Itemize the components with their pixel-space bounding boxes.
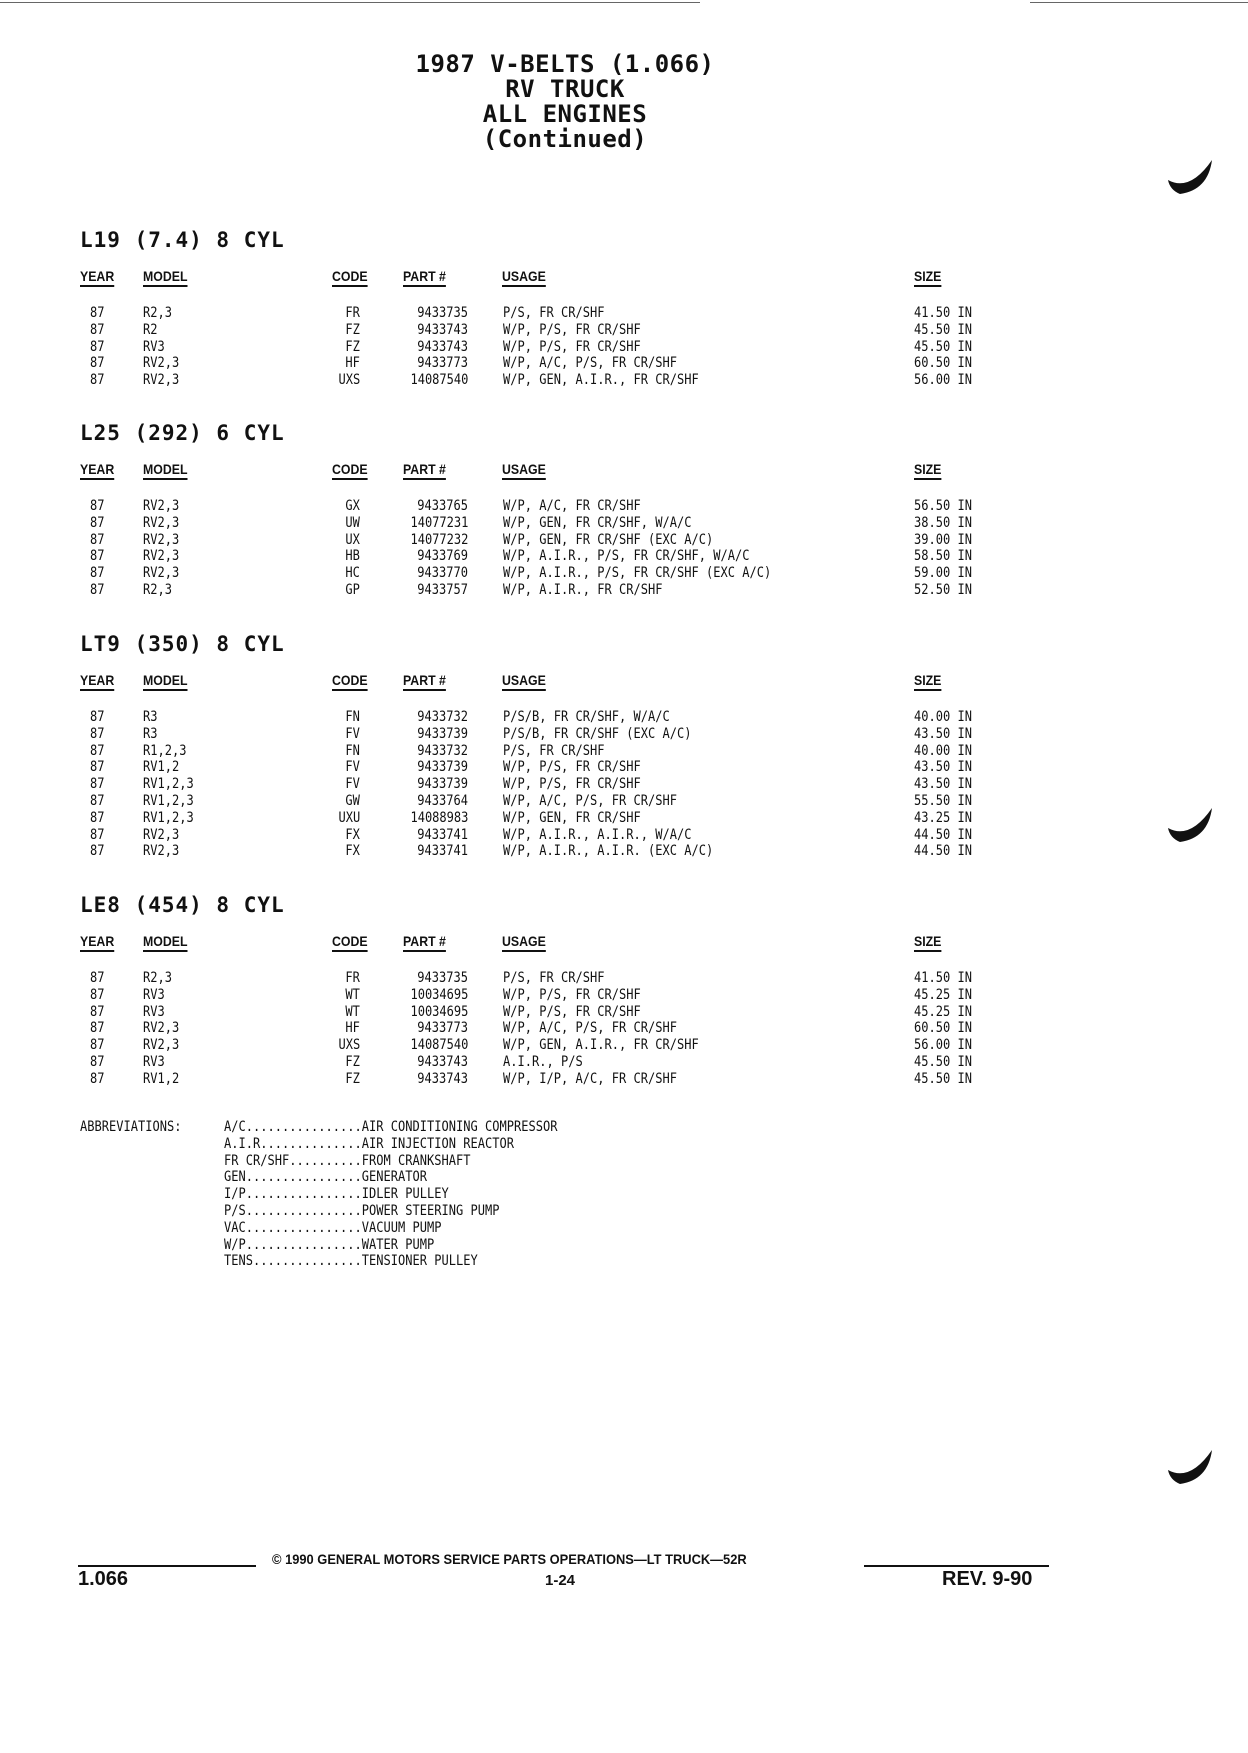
model-cell: RV2,3	[143, 826, 180, 843]
table-row	[0, 498, 1248, 515]
size-cell: 43.50 IN	[914, 776, 972, 793]
abbreviation-entry: A.I.R..............AIR INJECTION REACTOR	[224, 1135, 514, 1152]
usage-header: USAGE	[502, 461, 546, 477]
part-cell: 9433732	[417, 709, 468, 725]
engine-section-title: L25 (292) 6 CYL	[80, 421, 285, 445]
code-cell: UX	[345, 531, 360, 548]
usage-cell: W/P, P/S, FR CR/SHF	[503, 321, 641, 338]
size-cell: 45.50 IN	[914, 338, 972, 355]
code-cell: HC	[345, 565, 360, 582]
part-cell: 9433735	[417, 970, 468, 986]
part-cell: 9433743	[417, 1070, 468, 1087]
model-cell: RV3	[143, 1054, 165, 1070]
model-cell: RV2,3	[143, 355, 180, 372]
code-cell: FR	[345, 305, 360, 321]
model-cell: RV2,3	[143, 514, 180, 531]
binder-hole-mark	[1160, 1440, 1220, 1490]
model-header: MODEL	[143, 461, 188, 477]
model-cell: RV2,3	[143, 843, 180, 860]
table-row	[0, 1037, 1248, 1054]
year-cell: 87	[90, 826, 105, 843]
part-cell: 14087540	[410, 372, 468, 389]
usage-cell: W/P, I/P, A/C, FR CR/SHF	[503, 1070, 677, 1087]
code-header: CODE	[332, 268, 368, 284]
size-cell: 40.00 IN	[914, 709, 972, 725]
usage-cell: P/S, FR CR/SHF	[503, 970, 605, 986]
year-cell: 87	[90, 1037, 105, 1054]
model-cell: RV2,3	[143, 565, 180, 582]
part-cell: 9433757	[417, 582, 468, 598]
usage-cell: W/P, P/S, FR CR/SHF	[503, 986, 641, 1003]
size-cell: 43.50 IN	[914, 759, 972, 776]
year-cell: 87	[90, 531, 105, 548]
table-row	[0, 970, 1248, 987]
size-cell: 45.25 IN	[914, 1003, 972, 1020]
part-cell: 9433773	[417, 355, 468, 372]
year-cell: 87	[90, 321, 105, 338]
table-row	[0, 355, 1248, 372]
usage-cell: W/P, A.I.R., A.I.R. (EXC A/C)	[503, 843, 714, 860]
table-row	[0, 1020, 1248, 1037]
part-cell: 9433732	[417, 742, 468, 759]
code-cell: FN	[345, 709, 360, 725]
usage-cell: W/P, P/S, FR CR/SHF	[503, 338, 641, 355]
part-cell: 9433769	[417, 548, 468, 565]
size-cell: 38.50 IN	[914, 514, 972, 531]
model-cell: R3	[143, 725, 158, 742]
code-cell: FR	[345, 970, 360, 986]
size-header: SIZE	[914, 672, 942, 688]
code-cell: FV	[345, 725, 360, 742]
binder-hole-mark	[1160, 798, 1220, 848]
usage-cell: P/S, FR CR/SHF	[503, 305, 605, 321]
table-row	[0, 339, 1248, 356]
footer-page-number: 1-24	[545, 1572, 576, 1589]
usage-header: USAGE	[502, 268, 546, 284]
size-cell: 45.25 IN	[914, 986, 972, 1003]
engine-section-title: LT9 (350) 8 CYL	[80, 632, 285, 656]
size-cell: 56.00 IN	[914, 1037, 972, 1054]
size-cell: 41.50 IN	[914, 305, 972, 321]
size-header: SIZE	[914, 268, 942, 284]
size-cell: 41.50 IN	[914, 970, 972, 986]
abbreviation-entry: I/P................IDLER PULLEY	[224, 1186, 449, 1203]
abbreviation-entry: FR CR/SHF..........FROM CRANKSHAFT	[224, 1152, 471, 1169]
year-cell: 87	[90, 970, 105, 986]
year-cell: 87	[90, 793, 105, 809]
model-cell: R3	[143, 709, 158, 725]
table-row	[0, 515, 1248, 532]
year-cell: 87	[90, 742, 105, 759]
model-cell: RV2,3	[143, 1020, 180, 1037]
table-row	[0, 532, 1248, 549]
footer-section-number: 1.066	[78, 1568, 129, 1590]
binder-hole-mark	[1160, 150, 1220, 200]
page-title	[0, 52, 1130, 152]
code-cell: GX	[345, 498, 360, 514]
code-cell: HB	[345, 548, 360, 565]
usage-cell: W/P, A/C, P/S, FR CR/SHF	[503, 793, 677, 809]
footer-copyright: © 1990 GENERAL MOTORS SERVICE PARTS OPERATIONS—LT TRUCK—52R	[272, 1551, 747, 1567]
abbreviation-entry: VAC................VACUUM PUMP	[224, 1219, 442, 1236]
table-row	[0, 843, 1248, 860]
model-cell: RV1,2	[143, 759, 180, 776]
usage-cell: W/P, A/C, FR CR/SHF	[503, 498, 641, 514]
part-header: PART #	[403, 933, 446, 949]
table-row	[0, 322, 1248, 339]
abbreviation-entry: TENS...............TENSIONER PULLEY	[224, 1253, 478, 1270]
usage-cell: A.I.R., P/S	[503, 1054, 583, 1070]
code-cell: UXS	[338, 372, 360, 389]
usage-cell: W/P, GEN, FR CR/SHF	[503, 809, 641, 826]
model-cell: RV2,3	[143, 498, 180, 514]
year-header: YEAR	[80, 461, 115, 477]
table-row	[0, 987, 1248, 1004]
usage-header: USAGE	[502, 672, 546, 688]
usage-cell: W/P, P/S, FR CR/SHF	[503, 759, 641, 776]
model-header: MODEL	[143, 672, 188, 688]
abbreviation-entry: GEN................GENERATOR	[224, 1169, 427, 1186]
code-header: CODE	[332, 933, 368, 949]
size-cell: 44.50 IN	[914, 826, 972, 843]
table-row	[0, 1071, 1248, 1088]
usage-cell: W/P, A/C, P/S, FR CR/SHF	[503, 1020, 677, 1037]
year-cell: 87	[90, 759, 105, 776]
size-cell: 60.50 IN	[914, 1020, 972, 1037]
part-cell: 9433739	[417, 725, 468, 742]
code-cell: GP	[345, 582, 360, 598]
size-cell: 58.50 IN	[914, 548, 972, 565]
title-line: 1987 V-BELTS (1.066)	[415, 50, 715, 78]
usage-cell: W/P, GEN, A.I.R., FR CR/SHF	[503, 372, 699, 389]
usage-cell: W/P, A/C, P/S, FR CR/SHF	[503, 355, 677, 372]
year-cell: 87	[90, 1003, 105, 1020]
usage-cell: W/P, P/S, FR CR/SHF	[503, 1003, 641, 1020]
abbreviations-label: ABBREVIATIONS:	[80, 1119, 182, 1135]
part-cell: 10034695	[410, 986, 468, 1003]
year-cell: 87	[90, 305, 105, 321]
part-cell: 9433743	[417, 1054, 468, 1070]
year-cell: 87	[90, 514, 105, 531]
size-cell: 39.00 IN	[914, 531, 972, 548]
usage-cell: W/P, GEN, FR CR/SHF (EXC A/C)	[503, 531, 714, 548]
part-cell: 9433765	[417, 498, 468, 514]
year-cell: 87	[90, 582, 105, 598]
size-cell: 45.50 IN	[914, 321, 972, 338]
year-header: YEAR	[80, 268, 115, 284]
model-cell: RV3	[143, 1003, 165, 1020]
year-cell: 87	[90, 355, 105, 372]
table-row	[0, 709, 1248, 726]
model-header: MODEL	[143, 268, 188, 284]
table-row	[0, 582, 1248, 599]
year-header: YEAR	[80, 672, 115, 688]
part-cell: 14088983	[410, 809, 468, 826]
table-row	[0, 743, 1248, 760]
usage-cell: W/P, GEN, FR CR/SHF, W/A/C	[503, 514, 692, 531]
code-header: CODE	[332, 461, 368, 477]
year-cell: 87	[90, 1070, 105, 1087]
usage-cell: W/P, A.I.R., FR CR/SHF	[503, 582, 663, 598]
table-row	[0, 565, 1248, 582]
model-cell: RV1,2,3	[143, 793, 194, 809]
part-header: PART #	[403, 461, 446, 477]
model-cell: RV1,2	[143, 1070, 180, 1087]
abbreviation-entry: A/C................AIR CONDITIONING COMPRESSOR	[224, 1119, 558, 1135]
year-cell: 87	[90, 986, 105, 1003]
size-cell: 60.50 IN	[914, 355, 972, 372]
model-header: MODEL	[143, 933, 188, 949]
code-cell: FZ	[345, 1054, 360, 1070]
year-cell: 87	[90, 372, 105, 389]
table-row	[0, 759, 1248, 776]
code-cell: GW	[345, 793, 360, 809]
model-cell: RV2,3	[143, 548, 180, 565]
table-row	[0, 548, 1248, 565]
year-cell: 87	[90, 565, 105, 582]
code-cell: HF	[345, 355, 360, 372]
part-cell: 9433739	[417, 759, 468, 776]
code-cell: FV	[345, 759, 360, 776]
footer-revision: REV. 9-90	[942, 1568, 1033, 1590]
size-cell: 56.50 IN	[914, 498, 972, 514]
part-header: PART #	[403, 672, 446, 688]
model-cell: RV2,3	[143, 531, 180, 548]
model-cell: RV2,3	[143, 372, 180, 389]
code-cell: FZ	[345, 338, 360, 355]
part-cell: 9433741	[417, 826, 468, 843]
year-cell: 87	[90, 1054, 105, 1070]
part-cell: 9433773	[417, 1020, 468, 1037]
table-row	[0, 305, 1248, 322]
code-cell: UW	[345, 514, 360, 531]
size-header: SIZE	[914, 933, 942, 949]
part-cell: 14077231	[410, 514, 468, 531]
title-line: (Continued)	[482, 125, 648, 153]
code-cell: UXU	[338, 809, 360, 826]
table-row	[0, 827, 1248, 844]
model-cell: RV2,3	[143, 1037, 180, 1054]
usage-cell: P/S, FR CR/SHF	[503, 742, 605, 759]
model-cell: RV1,2,3	[143, 776, 194, 793]
year-cell: 87	[90, 725, 105, 742]
part-cell: 14077232	[410, 531, 468, 548]
part-cell: 9433764	[417, 793, 468, 809]
code-cell: FX	[345, 843, 360, 860]
year-cell: 87	[90, 709, 105, 725]
title-line: ALL ENGINES	[482, 100, 648, 128]
usage-cell: P/S/B, FR CR/SHF (EXC A/C)	[503, 725, 692, 742]
size-cell: 55.50 IN	[914, 793, 972, 809]
top-rule-right	[1030, 2, 1248, 3]
usage-cell: W/P, A.I.R., A.I.R., W/A/C	[503, 826, 692, 843]
code-cell: WT	[345, 986, 360, 1003]
code-cell: FZ	[345, 1070, 360, 1087]
usage-cell: P/S/B, FR CR/SHF, W/A/C	[503, 709, 670, 725]
part-cell: 9433741	[417, 843, 468, 860]
part-cell: 9433739	[417, 776, 468, 793]
year-cell: 87	[90, 498, 105, 514]
year-cell: 87	[90, 1020, 105, 1037]
table-row	[0, 1004, 1248, 1021]
table-row	[0, 793, 1248, 810]
year-cell: 87	[90, 843, 105, 860]
code-cell: FN	[345, 742, 360, 759]
model-cell: R2,3	[143, 970, 172, 986]
size-cell: 40.00 IN	[914, 742, 972, 759]
size-cell: 45.50 IN	[914, 1070, 972, 1087]
size-header: SIZE	[914, 461, 942, 477]
model-cell: R2	[143, 321, 158, 338]
model-cell: R2,3	[143, 305, 172, 321]
table-row	[0, 372, 1248, 389]
part-cell: 9433770	[417, 565, 468, 582]
code-cell: FZ	[345, 321, 360, 338]
table-row	[0, 1054, 1248, 1071]
table-row	[0, 810, 1248, 827]
year-cell: 87	[90, 548, 105, 565]
part-header: PART #	[403, 268, 446, 284]
year-cell: 87	[90, 809, 105, 826]
code-cell: FX	[345, 826, 360, 843]
usage-cell: W/P, GEN, A.I.R., FR CR/SHF	[503, 1037, 699, 1054]
usage-header: USAGE	[502, 933, 546, 949]
part-cell: 14087540	[410, 1037, 468, 1054]
table-row	[0, 726, 1248, 743]
size-cell: 43.25 IN	[914, 809, 972, 826]
engine-section-title: L19 (7.4) 8 CYL	[80, 228, 285, 252]
part-cell: 10034695	[410, 1003, 468, 1020]
title-line: RV TRUCK	[505, 75, 625, 103]
abbreviation-entry: P/S................POWER STEERING PUMP	[224, 1203, 500, 1219]
top-rule-left	[0, 2, 700, 3]
year-header: YEAR	[80, 933, 115, 949]
size-cell: 52.50 IN	[914, 582, 972, 598]
part-cell: 9433743	[417, 338, 468, 355]
code-header: CODE	[332, 672, 368, 688]
table-row	[0, 776, 1248, 793]
year-cell: 87	[90, 776, 105, 793]
model-cell: RV1,2,3	[143, 809, 194, 826]
code-cell: FV	[345, 776, 360, 793]
engine-section-title: LE8 (454) 8 CYL	[80, 893, 285, 917]
usage-cell: W/P, A.I.R., P/S, FR CR/SHF, W/A/C	[503, 548, 750, 565]
model-cell: R2,3	[143, 582, 172, 598]
footer-rule-left	[78, 1565, 256, 1567]
size-cell: 43.50 IN	[914, 725, 972, 742]
size-cell: 56.00 IN	[914, 372, 972, 389]
code-cell: UXS	[338, 1037, 360, 1054]
code-cell: HF	[345, 1020, 360, 1037]
usage-cell: W/P, P/S, FR CR/SHF	[503, 776, 641, 793]
model-cell: RV3	[143, 338, 165, 355]
model-cell: R1,2,3	[143, 742, 187, 759]
size-cell: 59.00 IN	[914, 565, 972, 582]
part-cell: 9433735	[417, 305, 468, 321]
usage-cell: W/P, A.I.R., P/S, FR CR/SHF (EXC A/C)	[503, 565, 772, 582]
footer-rule-right	[864, 1565, 1049, 1567]
model-cell: RV3	[143, 986, 165, 1003]
code-cell: WT	[345, 1003, 360, 1020]
year-cell: 87	[90, 338, 105, 355]
size-cell: 44.50 IN	[914, 843, 972, 860]
size-cell: 45.50 IN	[914, 1054, 972, 1070]
part-cell: 9433743	[417, 321, 468, 338]
abbreviation-entry: W/P................WATER PUMP	[224, 1236, 435, 1253]
